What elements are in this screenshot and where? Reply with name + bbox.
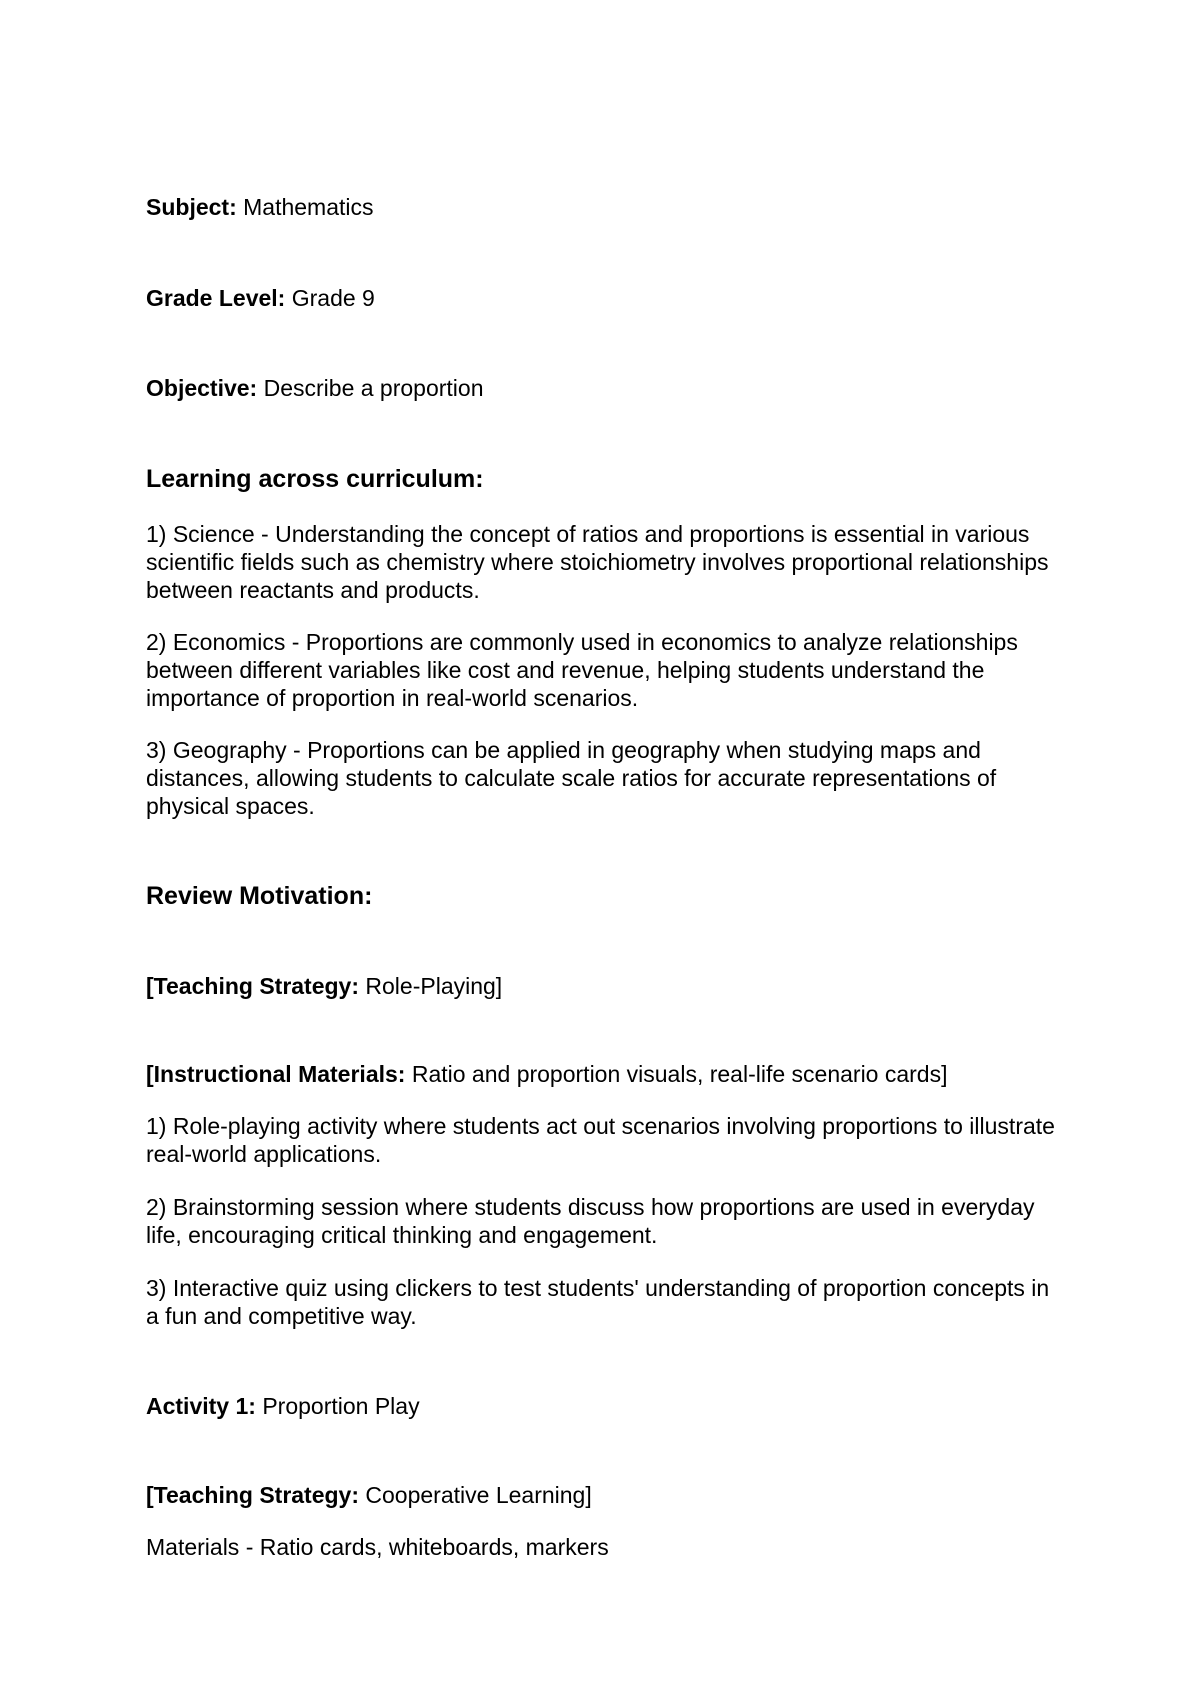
activity-teaching-strategy-label: Teaching Strategy: bbox=[153, 1482, 360, 1508]
review-item-brainstorming: 2) Brainstorming session where students discuss how proportions are used in everyday life, encouraging critical thinking and engagement. bbox=[146, 1194, 1035, 1248]
review-teaching-strategy-value: Role-Playing] bbox=[365, 973, 503, 999]
subject-line bbox=[146, 193, 1066, 221]
review-item-role-playing: 1) Role-playing activity where students act out scenarios involving proportions to illustrate real-world applications. bbox=[146, 1113, 1055, 1167]
activity-1-line bbox=[146, 1392, 1066, 1420]
instructional-materials-label: Instructional Materials: bbox=[153, 1061, 406, 1087]
curriculum-item-geography: 3) Geography - Proportions can be applied in geography when studying maps and distances, allowing students to calculate scale ratios for accurate representations of physical spaces. bbox=[146, 737, 997, 819]
subject-label: Subject: bbox=[146, 194, 237, 220]
subject-value: Mathematics bbox=[243, 194, 374, 220]
review-teaching-strategy-label: Teaching Strategy: bbox=[153, 973, 360, 999]
activity-teaching-strategy-open: [ bbox=[146, 1482, 154, 1508]
learning-across-curriculum-heading: Learning across curriculum: bbox=[146, 465, 484, 493]
instructional-materials-open: [ bbox=[146, 1061, 154, 1087]
activity-1-label: Activity 1: bbox=[146, 1393, 256, 1419]
grade-level-label: Grade Level: bbox=[146, 285, 286, 311]
activity-materials-line: Materials - Ratio cards, whiteboards, markers bbox=[146, 1534, 609, 1560]
review-item-interactive-quiz: 3) Interactive quiz using clickers to test students' understanding of proportion concepts in a fun and competitive way. bbox=[146, 1275, 1050, 1329]
instructional-materials-value: Ratio and proportion visuals, real-life scenario cards] bbox=[411, 1061, 948, 1087]
objective-value: Describe a proportion bbox=[263, 375, 484, 401]
grade-level-value: Grade 9 bbox=[291, 285, 375, 311]
instructional-materials-line bbox=[146, 1060, 1066, 1088]
activity-1-value: Proportion Play bbox=[262, 1393, 420, 1419]
curriculum-item-science: 1) Science - Understanding the concept of ratios and proportions is essential in various scientific fields such as chemistry where stoichiometry involves proportional relationships between reactants and products. bbox=[146, 521, 1049, 603]
curriculum-item-economics: 2) Economics - Proportions are commonly used in economics to analyze relationships between different variables like cost and revenue, helping students understand the importance of proportion in real-world scenarios. bbox=[146, 629, 1018, 711]
review-teaching-strategy-line bbox=[146, 972, 1066, 1000]
activity-teaching-strategy-value: Cooperative Learning] bbox=[365, 1482, 592, 1508]
objective-label: Objective: bbox=[146, 375, 258, 401]
review-teaching-strategy-open: [ bbox=[146, 973, 154, 999]
grade-level-line bbox=[146, 284, 1066, 312]
activity-teaching-strategy-line bbox=[146, 1481, 1066, 1509]
objective-line bbox=[146, 374, 1066, 402]
review-motivation-heading: Review Motivation: bbox=[146, 882, 373, 910]
